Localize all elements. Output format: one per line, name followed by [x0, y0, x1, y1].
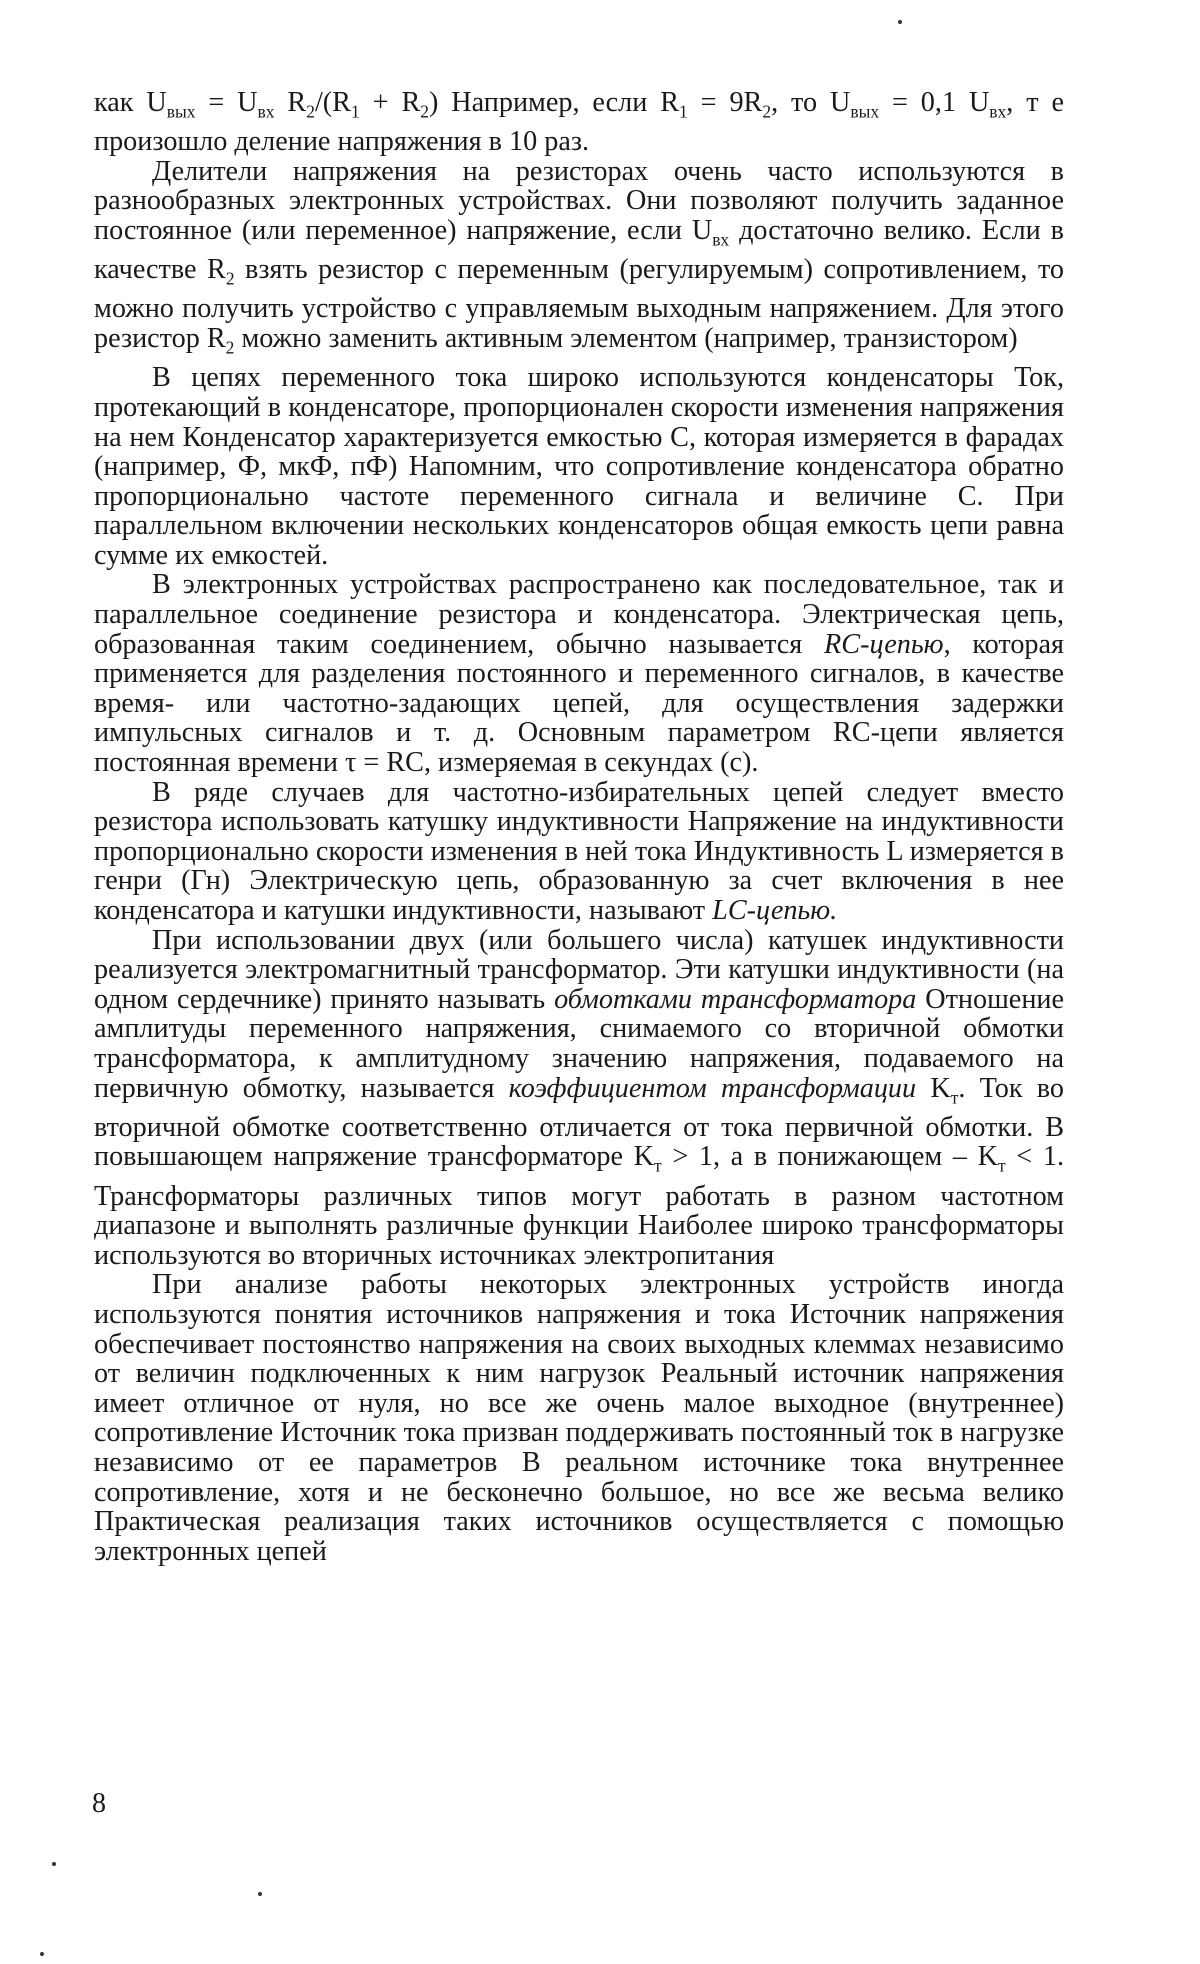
text-segment: В цепях переменного тока широко используются конденсаторы Ток, протекающий в конденсаторе, пропорционален скорости изменения напряжения на нем Конденсатор характеризуется емкостью C, которая измеряется в фарадах (например, Ф, мкФ, пФ) Напомним, что сопротивление конденсатора обратно пропорционально частоте переменного сигнала и величине C. При параллельном включении нескольких конденсаторов общая емкость цепи равна сумме их емкостей.: [94, 362, 1064, 571]
emphasized-term: RC-цепью: [824, 628, 944, 660]
text-segment: = 9R: [687, 87, 763, 118]
text-segment: взять резистор с переменным (регулируемым) сопротивлением, то можно получить устройство с управляемым выходным напряжением. Для этого резистор R: [94, 254, 1064, 355]
subscript: т: [950, 1087, 959, 1108]
subscript: 1: [679, 101, 688, 122]
text-segment: + R: [359, 87, 421, 118]
text-segment: В ряде случаев для частотно-избирательных цепей следует вместо резистора использовать катушку индуктивности Напряжение на индуктивности пропорционально скорости изменения в ней тока Индуктивность L измеряется в генри (Гн) Электрическую цепь, образованную за счет включения в нее конденсатора и катушки индуктивности, называют: [94, 776, 1064, 926]
text-segment: Делители напряжения на резисторах очень часто используются в разнообразных электронных устройствах. Они позволяют получить заданное постоянное (или переменное) напряжение, если U: [94, 155, 1064, 247]
text-segment: K: [916, 1072, 951, 1104]
paragraph: [94, 926, 1064, 1271]
paragraph: [94, 570, 1064, 777]
text-segment: > 1, а в понижающем – K: [661, 1141, 999, 1173]
subscript: 2: [225, 337, 235, 358]
subscript: вх: [989, 101, 1007, 122]
text-segment: , которая применяется для разделения постоянного и переменного сигналов, в качестве время- или частотно-задающих цепей, для осуществления задержки импульсных сигналов и т. д. Основным параметром RC-цепи является постоянная времени τ = RC, измеряемая в секундах (с).: [94, 628, 1064, 779]
subscript: 2: [762, 101, 772, 122]
emphasized-term: коэффициентом трансформации: [508, 1072, 917, 1104]
text-segment: При анализе работы некоторых электронных устройств иногда используются понятия источников напряжения и тока Источник напряжения обеспечивает постоянство напряжения на своих выходных клеммах независимо от величин подключенных к ним нагрузок Реальный источник напряжения имеет отличное от нуля, но все же очень малое выходное (внутреннее) сопротивление Источник тока призван поддерживать постоянный ток в нагрузке независимо от ее параметров В реальном источнике тока внутреннее сопротивление, хотя и не бесконечно большое, но все же весьма велико Практическая реализация таких источников осуществляется с помощью электронных цепей: [94, 1269, 1064, 1567]
emphasized-term: LC-цепью.: [712, 895, 838, 926]
subscript: 2: [306, 101, 315, 122]
paragraph: [94, 778, 1064, 926]
subscript: т: [654, 1156, 662, 1177]
scan-speck: [52, 1862, 56, 1866]
text-segment: = 0,1 U: [879, 87, 990, 118]
subscript: 2: [225, 268, 235, 289]
text-segment: достаточно велико. Если в качестве R: [94, 215, 1064, 286]
paragraph: [94, 1270, 1064, 1566]
scan-speck: [898, 20, 902, 24]
subscript: вых: [166, 101, 196, 122]
text-segment: При использовании двух (или большего числа) катушек индуктивности реализуется электромагнитный трансформатор. Эти катушки индуктивности (на одном сердечнике) принято называть: [94, 924, 1064, 1015]
text-segment: R: [274, 87, 307, 118]
text-segment: /(R: [314, 87, 351, 118]
text-segment: < 1. Трансформаторы различных типов могут работать в разном частотном диапазоне и выполнять различные функции Наиболее широко трансформаторы используются во вторичных источниках электропитания: [94, 1141, 1064, 1271]
text-segment: . Ток во вторичной обмотке соответственно отличается от тока первичной обмотки. В повышающем напряжение трансформаторе K: [94, 1072, 1064, 1173]
subscript: 1: [351, 101, 360, 122]
scan-speck: [258, 1892, 262, 1896]
paragraph: [94, 363, 1064, 570]
page-number: 8: [92, 1788, 106, 1819]
text-segment: ) Например, если R: [428, 87, 680, 118]
scan-speck: [40, 1952, 44, 1956]
text-segment: можно заменить активным элементом (например, транзистором): [234, 323, 1018, 355]
text-segment: , то U: [771, 87, 851, 118]
paragraph: [94, 157, 1064, 363]
subscript: т: [998, 1156, 1006, 1177]
subscript: вх: [257, 101, 275, 122]
page-body: [94, 88, 1064, 1566]
text-segment: В электронных устройствах распространено как последовательное, так и параллельное соединение резистора и конденсатора. Электрическая цепь, образованная таким соединением, обычно называется: [94, 569, 1064, 660]
text-segment: = U: [195, 87, 258, 118]
subscript: вх: [712, 229, 730, 250]
text-segment: Отношение амплитуды переменного напряжения, снимаемого со вторичной обмотки трансформатора, к амплитудному значению напряжения, подаваемого на первичную обмотку, называется: [94, 983, 1064, 1104]
subscript: вых: [850, 101, 880, 122]
subscript: 2: [420, 101, 429, 122]
text-segment: , т е произошло деление напряжения в 10 раз.: [94, 87, 1064, 158]
text-segment: как U: [94, 87, 167, 118]
paragraph: [94, 88, 1064, 157]
emphasized-term: обмотками трансформатора: [554, 983, 917, 1015]
